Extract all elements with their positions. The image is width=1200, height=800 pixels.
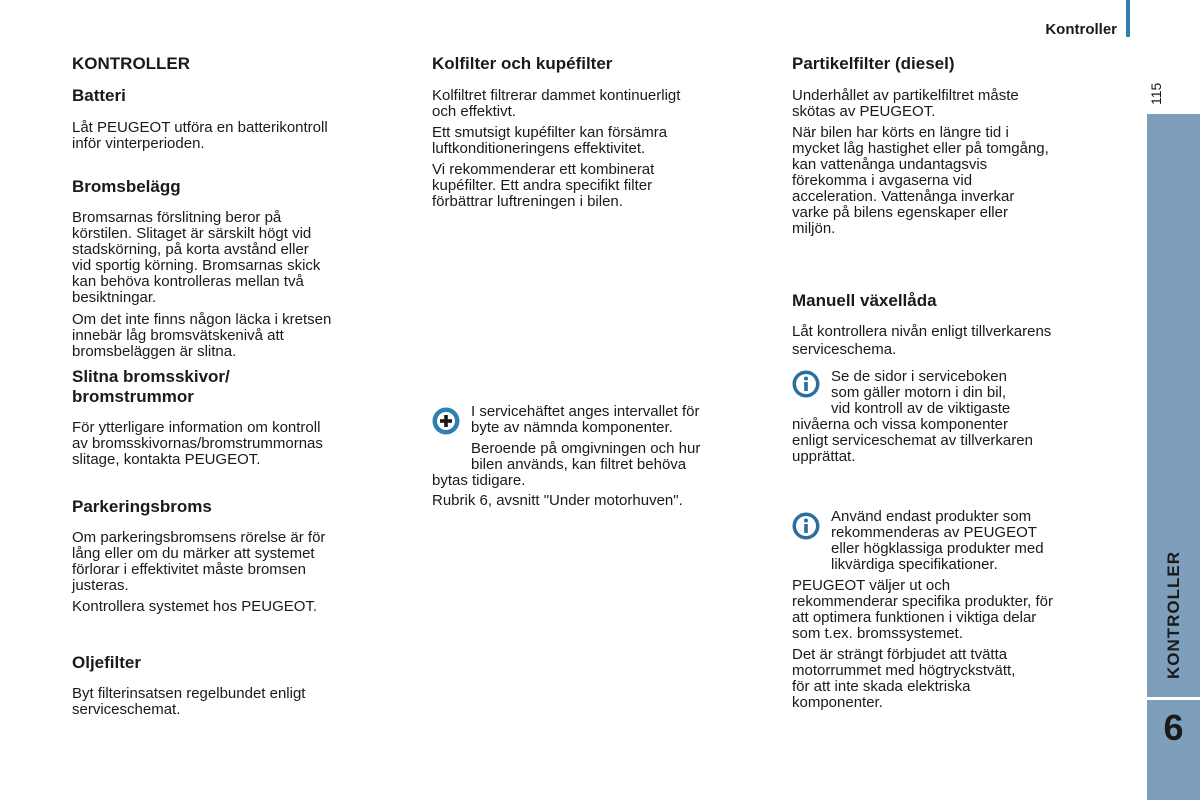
vaxellada-heading: Manuell växellåda	[792, 291, 937, 310]
info-icon	[792, 370, 820, 398]
vaxellada-text: Låt kontrollera nivån enligt tillverkarens serviceschema.	[792, 323, 1052, 358]
kolfilter-text-2: Ett smutsigt kupéfilter kan försämra luftkonditioneringens effektivitet.	[432, 124, 668, 157]
side-tab-label	[1147, 540, 1200, 690]
oljefilter-heading: Oljefilter	[72, 653, 141, 672]
section-main-title: KONTROLLER	[72, 54, 191, 73]
service-note-text-3: bytas tidigare.	[432, 472, 526, 489]
info-note-2-text-1: Använd endast produkter som rekommenderas av PEUGEOT eller högklassiga produkter med likvärdiga specifikationer.	[831, 508, 1044, 573]
info-note-1-text-2: nivåerna och vissa komponenter enligt serviceschemat av tillverkaren upprättat.	[792, 416, 1033, 465]
bromsbelagg-heading: Bromsbelägg	[72, 177, 181, 196]
kolfilter-heading: Kolfilter och kupéfilter	[432, 54, 613, 73]
kolfilter-text-3: Vi rekommenderar ett kombinerat kupéfilter. Ett andra specifikt filter förbättrar luftreningen i bilen.	[432, 161, 655, 210]
header-accent-bar	[1126, 0, 1130, 37]
partikelfilter-heading: Partikelfilter (diesel)	[792, 54, 955, 73]
info-icon	[792, 512, 820, 540]
service-note-text-1: I servicehäftet anges intervallet för byte av nämnda komponenter.	[471, 403, 700, 436]
page-number: 115	[1148, 82, 1164, 105]
partikelfilter-text-2: När bilen har körts en längre tid i mycket låg hastighet eller på tomgång, kan vattenånga undantagsvis förekomma i avgaserna vid acceleration. Vattenånga inverkar varke på bilens egenskaper eller miljön.	[792, 124, 1049, 237]
batteri-text: Låt PEUGEOT utföra en batterikontroll inför vinterperioden.	[72, 119, 328, 152]
parkeringsbroms-heading: Parkeringsbroms	[72, 497, 212, 516]
partikelfilter-text-1: Underhållet av partikelfiltret måste skötas av PEUGEOT.	[792, 87, 1019, 120]
info-note-2-text-2: PEUGEOT väljer ut och rekommenderar specifika produkter, för att optimera funktionen i viktiga delar som t.ex. bromssystemet.	[792, 577, 1053, 642]
side-tab-label-text: KONTROLLER	[1163, 550, 1183, 680]
parkeringsbroms-text-2: Kontrollera systemet hos PEUGEOT.	[72, 598, 318, 615]
info-note-2-text-3: Det är strängt förbjudet att tvätta motorrummet med högtryckstvätt, för att inte skada elektriska komponenter.	[792, 646, 1016, 711]
bromsskivor-heading-line-2: bromstrummor	[72, 387, 194, 406]
parkeringsbroms-text-1: Om parkeringsbromsens rörelse är för lång eller om du märker att systemet förlorar i effektivitet måste bromsen justeras.	[72, 529, 326, 594]
bromsskivor-heading-line-1: Slitna bromsskivor/	[72, 367, 230, 386]
service-note-text-2: Beroende på omgivningen och hur bilen används, kan filtret behöva	[471, 440, 701, 473]
bromsbelagg-text-2: Om det inte finns någon läcka i kretsen innebär låg bromsvätskenivå att bromsbeläggen är slitna.	[72, 311, 332, 360]
bromsbelagg-text-1: Bromsarnas förslitning beror på körstilen. Slitaget är särskilt högt vid stadskörning, på korta avstånd eller vid sportig körning. Bromsarnas skick kan behöva kontrolleras mellan två besiktningar.	[72, 209, 321, 306]
oljefilter-text: Byt filterinsatsen regelbundet enligt serviceschemat.	[72, 685, 306, 718]
plus-icon	[432, 407, 460, 435]
info-note-1-text-1: Se de sidor i serviceboken som gäller motorn i din bil, vid kontroll av de viktigaste	[831, 368, 1011, 417]
chapter-number: 6	[1163, 707, 1184, 748]
kolfilter-text-1: Kolfiltret filtrerar dammet kontinuerligt och effektivt.	[432, 87, 681, 120]
service-note-text-4: Rubrik 6, avsnitt "Under motorhuven".	[432, 492, 683, 509]
bromsskivor-text: För ytterligare information om kontroll av bromsskivornas/bromstrummornas slitage, kontakta PEUGEOT.	[72, 419, 323, 468]
running-header-title: Kontroller	[1045, 21, 1117, 38]
batteri-heading: Batteri	[72, 86, 126, 105]
side-tab-divider	[1147, 697, 1200, 700]
